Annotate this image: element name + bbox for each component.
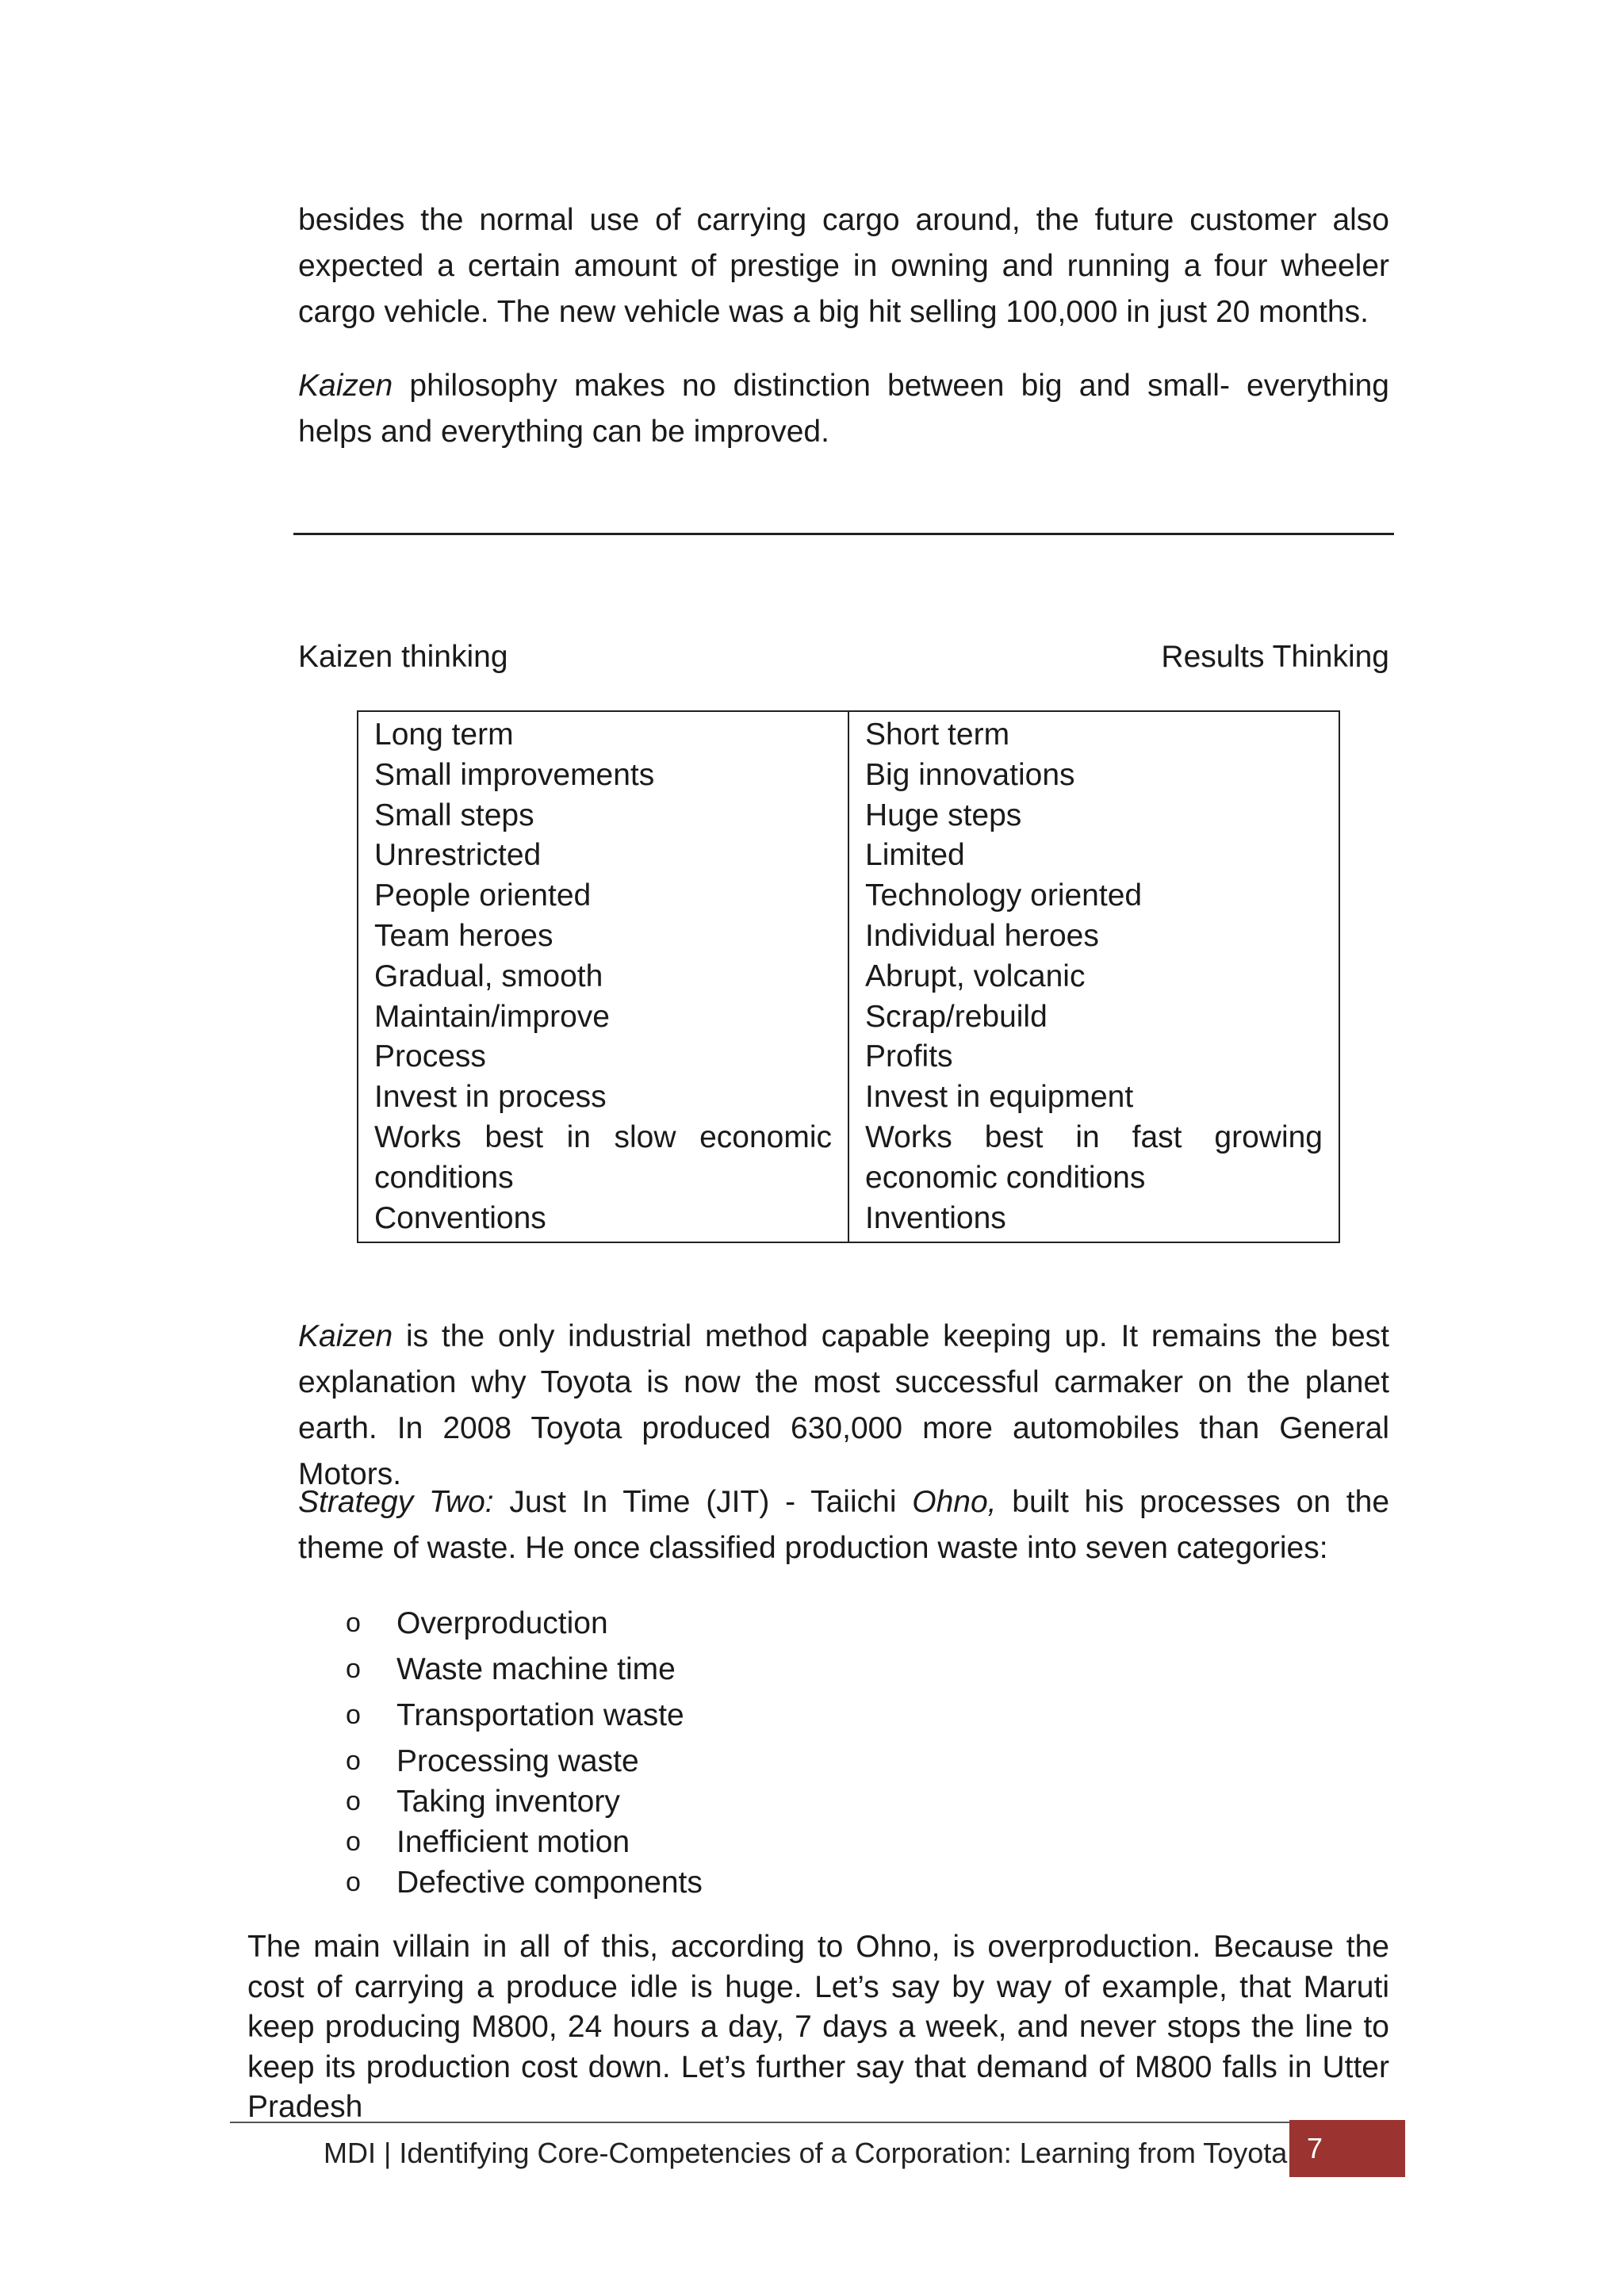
strategy-text-rest: built his processes on the theme of waste. He once classified production waste into seven categories: — [298, 1485, 1390, 1565]
bullet-icon: o — [346, 1654, 361, 1684]
intro-paragraph — [298, 197, 1389, 335]
strategy-text: Just In Time (JIT) - Taiichi — [493, 1485, 913, 1519]
list-item: Technology oriented — [865, 878, 1143, 913]
list-item — [346, 1822, 703, 1862]
list-item: People oriented — [374, 878, 592, 913]
list-item — [346, 1862, 703, 1903]
bullet-icon: o — [346, 1608, 361, 1638]
kaizen-thinking-heading: Kaizen thinking — [298, 640, 508, 674]
waste-categories-list — [346, 1603, 703, 1903]
overproduction-paragraph: The main villain in all of this, according to Ohno, is overproduction. Because the cost of carrying a produce idle is huge. Let’s say by way of example, that Maruti keep producing M800, 24 hours a day, 7 days a week, and never stops the line to keep its production cost down. Let’s further say that demand of M800 falls in Utter Pradesh — [247, 1930, 1389, 2124]
list-item: Profits — [865, 1039, 953, 1074]
footer-divider — [230, 2122, 1289, 2123]
list-item — [346, 1781, 703, 1822]
bullet-icon: o — [346, 1746, 361, 1776]
comparison-table — [357, 710, 1340, 1243]
list-item: Abrupt, volcanic — [865, 959, 1086, 993]
list-item-label: Taking inventory — [396, 1785, 620, 1819]
list-item: Gradual, smooth — [374, 959, 603, 993]
kaizen-method-paragraph — [298, 1314, 1389, 1498]
bullet-icon: o — [346, 1700, 361, 1730]
kaizen-method-text: is the only industrial method capable keeping up. It remains the best explanation why Toyota is now the most successful carmaker on the planet earth. In 2008 Toyota produced 630,000 more automobiles than General Motors. — [298, 1319, 1389, 1491]
list-item — [346, 1741, 703, 1781]
list-item: Small improvements — [374, 757, 655, 792]
list-item: Individual heroes — [865, 918, 1099, 953]
list-item-label: Processing waste — [396, 1744, 639, 1778]
list-item: Works best in fast growing — [865, 1119, 1323, 1154]
list-item-label: Overproduction — [396, 1606, 608, 1640]
list-item: Process — [374, 1039, 486, 1074]
list-item: Limited — [865, 838, 965, 873]
bullet-icon: o — [346, 1867, 361, 1897]
list-item: Inventions — [865, 1200, 1006, 1235]
list-item-label: Transportation waste — [396, 1698, 684, 1732]
list-item: conditions — [374, 1160, 514, 1195]
list-item — [346, 1695, 703, 1741]
results-column — [848, 711, 1339, 1242]
list-item: Maintain/improve — [374, 999, 610, 1034]
list-item: Long term — [374, 718, 514, 752]
ohno-emphasis: Ohno, — [912, 1485, 997, 1519]
list-item — [346, 1603, 703, 1649]
list-item-label: Waste machine time — [396, 1652, 676, 1686]
list-item — [346, 1649, 703, 1695]
kaizen-emphasis: Kaizen — [298, 369, 393, 403]
list-item: Short term — [865, 718, 1010, 752]
list-item: Big innovations — [865, 757, 1075, 792]
list-item: Small steps — [374, 798, 534, 832]
list-item: Conventions — [374, 1200, 546, 1235]
results-thinking-heading: Results Thinking — [1161, 640, 1389, 674]
page-number: 7 — [1289, 2120, 1405, 2177]
intro-text: besides the normal use of carrying cargo around, the future customer also expected a certain amount of prestige in owning and running a four wheeler cargo vehicle. The new vehicle was a big hit selling 100,000 in just 20 months. — [298, 203, 1389, 329]
list-item: economic conditions — [865, 1160, 1146, 1195]
list-item: Invest in process — [374, 1080, 607, 1115]
section-divider — [293, 533, 1394, 535]
list-item-label: Inefficient motion — [396, 1825, 630, 1859]
kaizen-emphasis: Kaizen — [298, 1319, 393, 1353]
list-item: Unrestricted — [374, 838, 542, 873]
list-item: Invest in equipment — [865, 1080, 1134, 1115]
kaizen-philosophy-paragraph — [298, 363, 1389, 455]
list-item-label: Defective components — [396, 1866, 703, 1900]
strategy-emphasis: Strategy Two: — [298, 1485, 494, 1519]
kaizen-column — [358, 711, 848, 1242]
table-row — [358, 711, 1339, 1242]
footer-title: MDI | Identifying Core-Competencies of a Corporation: Learning from Toyota — [324, 2137, 1288, 2169]
bullet-icon: o — [346, 1827, 361, 1857]
list-item: Scrap/rebuild — [865, 999, 1048, 1034]
list-item: Team heroes — [374, 918, 553, 953]
kaizen-philosophy-text: philosophy makes no distinction between big and small- everything helps and everything can be improved. — [298, 369, 1389, 449]
list-item: Works best in slow economic — [374, 1119, 832, 1154]
bullet-icon: o — [346, 1786, 361, 1816]
strategy-paragraph — [298, 1479, 1389, 1571]
list-item: Huge steps — [865, 798, 1022, 832]
